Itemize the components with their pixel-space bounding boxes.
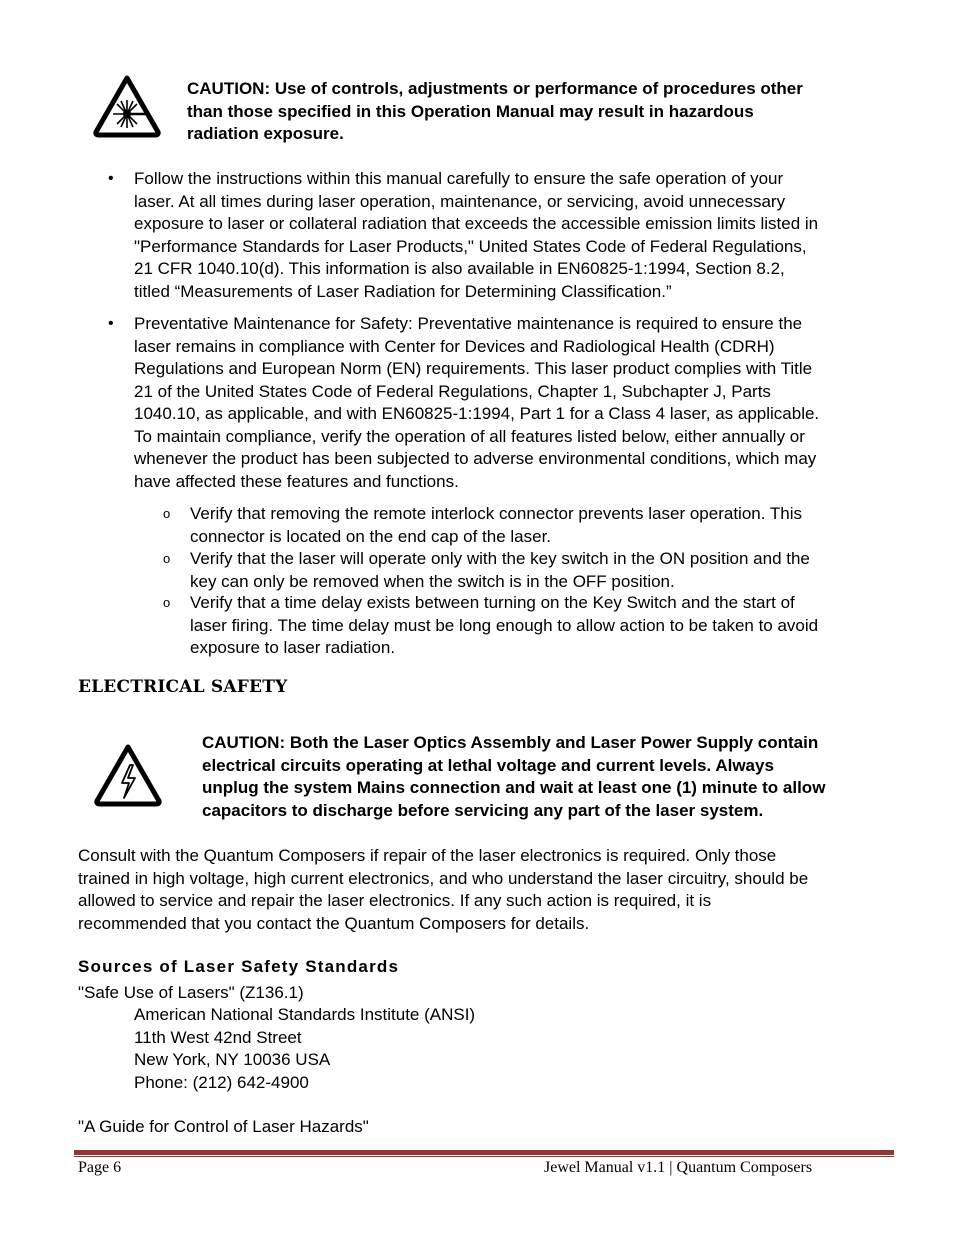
bullet-icon: • (108, 170, 114, 187)
sub-bullet-icon: o (163, 506, 171, 521)
text-line: exposure to laser radiation. (190, 638, 396, 657)
laser-radiation-warning-icon (92, 74, 162, 138)
footer-rule (74, 1150, 894, 1155)
sub-bullet-item (190, 592, 818, 660)
address-line: New York, NY 10036 USA (134, 1050, 331, 1069)
source-title: "Safe Use of Lasers" (Z136.1) (78, 983, 304, 1002)
footer-doc-title: Jewel Manual v1.1 | Quantum Composers (544, 1159, 813, 1176)
text-line: exposure to laser or collateral radiation that exceeds the accessible emission limits listed in (134, 214, 819, 233)
text-line: Verify that the laser will operate only with the key switch in the ON position and the (190, 549, 810, 568)
sub-bullet-item (190, 548, 810, 593)
text-line: Verify that removing the remote interlock connector prevents laser operation. This (190, 504, 802, 523)
address-line: Phone: (212) 642-4900 (134, 1072, 309, 1092)
text-line: have affected these features and functions. (134, 471, 459, 491)
address-line: American National Standards Institute (ANSI) (134, 1005, 476, 1024)
text-line: whenever the product has been subjected to adverse environmental conditions, which may (134, 449, 817, 468)
text-line: recommended that you contact the Quantum Composers for details. (78, 913, 590, 933)
text-line: Regulations and European Norm (EN) requirements. This laser product complies with Title (134, 359, 813, 378)
caution-line: capacitors to discharge before servicing any part of the laser system. (202, 800, 764, 820)
caution-line: unplug the system Mains connection and wait at least one (1) minute to allow (202, 778, 826, 797)
electrical-hazard-warning-icon (93, 743, 163, 807)
sub-bullet-item (190, 503, 802, 548)
text-line: To maintain compliance, verify the operation of all features listed below, either annually or (134, 426, 805, 446)
consult-paragraph (78, 845, 808, 935)
text-line: 1040.10, as applicable, and with EN60825-1:1994, Part 1 for a Class 4 laser, as applicable. (134, 404, 820, 423)
bullet-icon: • (108, 315, 114, 332)
address-line: 11th West 42nd Street (134, 1027, 302, 1047)
caution-line: than those specified in this Operation Manual may result in hazardous (187, 101, 754, 121)
caution-line: electrical circuits operating at lethal voltage and current levels. Always (202, 755, 774, 775)
subsection-heading: Sources of Laser Safety Standards (78, 957, 400, 976)
text-line: Verify that a time delay exists between turning on the Key Switch and the start of (190, 593, 795, 612)
sub-bullet-icon: o (163, 551, 171, 566)
text-line: laser firing. The time delay must be long enough to allow action to be taken to avoid (190, 615, 819, 635)
text-line: trained in high voltage, high current electronics, and who understand the laser circuitry, should be (78, 868, 809, 888)
source-title: "A Guide for Control of Laser Hazards" (78, 1117, 369, 1136)
text-line: connector is located on the end cap of the laser. (190, 526, 552, 546)
section-heading: ELECTRICAL SAFETY (78, 677, 288, 697)
bullet-item (134, 313, 819, 493)
caution-line: CAUTION: Use of controls, adjustments or performance of procedures other (187, 79, 803, 98)
sub-bullet-icon: o (163, 595, 171, 610)
text-line: allowed to service and repair the laser electronics. If any such action is required, it is (78, 891, 712, 910)
bullet-item (134, 168, 818, 303)
footer-rule-thin (74, 1156, 894, 1157)
text-line: 21 CFR 1040.10(d). This information is also available in EN60825-1:1994, Section 8.2, (134, 259, 785, 278)
text-line: titled “Measurements of Laser Radiation for Determining Classification.” (134, 281, 672, 301)
caution-line: CAUTION: Both the Laser Optics Assembly and Laser Power Supply contain (202, 733, 819, 752)
caution-laser-text (187, 78, 803, 146)
source-address (134, 1004, 475, 1094)
text-line: Follow the instructions within this manual carefully to ensure the safe operation of your (134, 169, 784, 188)
page-number: Page 6 (78, 1159, 122, 1176)
text-line: laser. At all times during laser operation, maintenance, or servicing, avoid unnecessary (134, 191, 786, 211)
text-line: Preventative Maintenance for Safety: Preventative maintenance is required to ensure the (134, 314, 803, 333)
caution-line: radiation exposure. (187, 124, 344, 143)
caution-electrical-text (202, 732, 825, 822)
text-line: 21 of the United States Code of Federal Regulations, Chapter 1, Subchapter J, Parts (134, 381, 771, 401)
text-line: "Performance Standards for Laser Products," United States Code of Federal Regulations, (134, 236, 807, 256)
text-line: key can only be removed when the switch is in the OFF position. (190, 571, 675, 591)
text-line: Consult with the Quantum Composers if repair of the laser electronics is required. Only those (78, 846, 777, 865)
text-line: laser remains in compliance with Center for Devices and Radiological Health (CDRH) (134, 336, 775, 356)
